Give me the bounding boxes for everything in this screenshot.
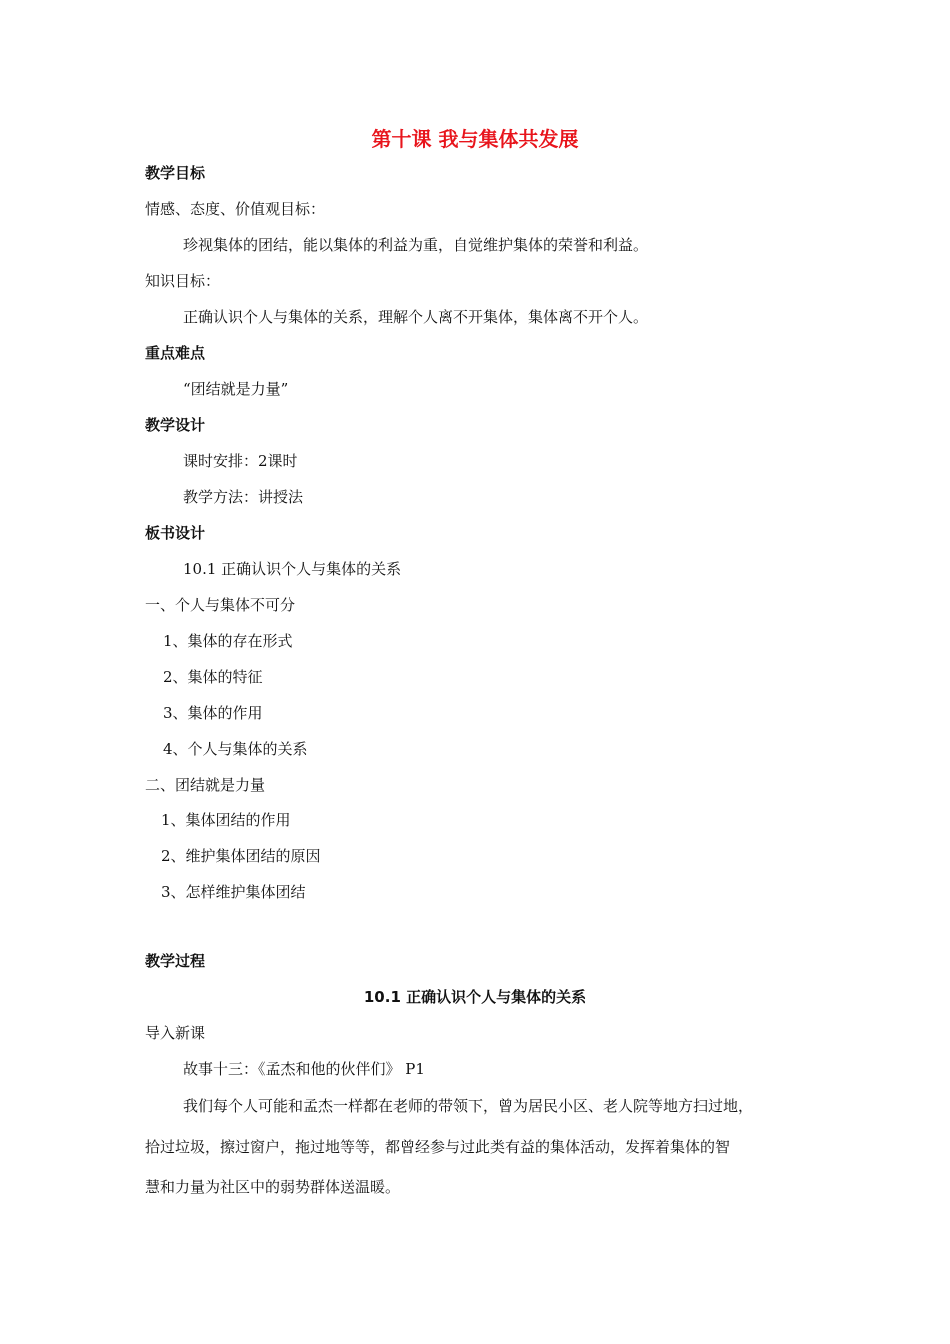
method-text: 教学方法：讲授法 [183,488,304,506]
knowledge-goal-text: 正确认识个人与集体的关系，理解个人离不开集体，集体离不开个人。 [183,308,649,326]
key-point-text: “团结就是力量” [183,380,289,398]
outline-item: 1、集体的存在形式 [163,632,293,650]
heading-teaching-process: 教学过程 [145,952,206,970]
outline-item: 3、集体的作用 [163,704,263,722]
heading-board-design: 板书设计 [145,524,206,542]
emotion-goal-label: 情感、态度、价值观目标： [145,200,326,218]
outline-part-1: 一、个人与集体不可分 [145,596,296,614]
outline-item: 1、集体团结的作用 [161,811,291,829]
process-section-title: 10.1 正确认识个人与集体的关系 [363,988,587,1006]
outline-part-2: 二、团结就是力量 [145,776,266,794]
heading-key-points: 重点难点 [145,344,206,362]
lesson-title: 第十课 我与集体共发展 [371,127,579,151]
outline-item: 4、个人与集体的关系 [163,740,308,758]
heading-teaching-design: 教学设计 [145,416,206,434]
outline-item: 2、维护集体团结的原因 [161,847,321,865]
knowledge-goal-label: 知识目标： [145,272,221,290]
schedule-text: 课时安排：2课时 [183,452,298,470]
outline-item: 3、怎样维护集体团结 [161,883,306,901]
paragraph-line: 我们每个人可能和孟杰一样都在老师的带领下，曾为居民小区、老人院等地方扫过地， [183,1097,754,1115]
intro-label: 导入新课 [145,1024,206,1042]
emotion-goal-text: 珍视集体的团结，能以集体的利益为重，自觉维护集体的荣誉和利益。 [183,236,649,254]
paragraph-line: 慧和力量为社区中的弱势群体送温暖。 [145,1178,401,1196]
outline-item: 2、集体的特征 [163,668,263,686]
heading-teaching-goals: 教学目标 [145,164,206,182]
story-reference: 故事十三：《孟杰和他的伙伴们》 P1 [183,1060,425,1078]
paragraph-line: 拾过垃圾，擦过窗户，拖过地等等，都曾经参与过此类有益的集体活动，发挥着集体的智 [145,1138,731,1156]
board-section-title: 10.1 正确认识个人与集体的关系 [183,560,402,578]
